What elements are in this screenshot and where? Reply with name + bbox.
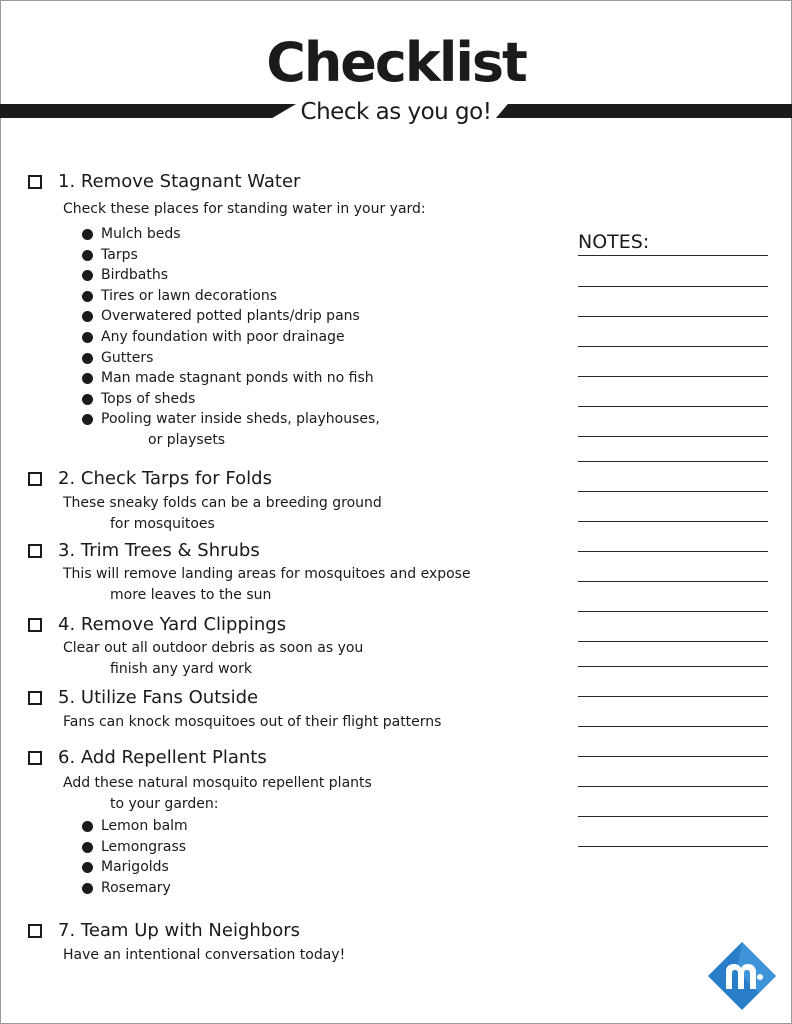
item-description: Check these places for standing water in your yard: bbox=[63, 201, 426, 217]
checkbox[interactable] bbox=[28, 175, 42, 189]
notes-underline bbox=[578, 255, 768, 256]
bullet-icon bbox=[82, 229, 93, 240]
note-line bbox=[578, 461, 768, 462]
bullet-icon bbox=[82, 332, 93, 343]
note-line bbox=[578, 696, 768, 697]
page-title: Checklist bbox=[266, 31, 526, 94]
item-description: Clear out all outdoor debris as soon as you bbox=[63, 640, 364, 656]
checkbox[interactable] bbox=[28, 924, 42, 938]
m-logo-icon bbox=[707, 941, 777, 1011]
item-heading: 1. Remove Stagnant Water bbox=[58, 171, 301, 192]
note-line bbox=[578, 346, 768, 347]
item-description: Fans can knock mosquitoes out of their flight patterns bbox=[63, 714, 442, 730]
note-line bbox=[578, 611, 768, 612]
note-line bbox=[578, 816, 768, 817]
item-description: These sneaky folds can be a breeding ground bbox=[63, 495, 382, 511]
note-line bbox=[578, 581, 768, 582]
item-heading: 4. Remove Yard Clippings bbox=[58, 614, 287, 635]
item-description-cont: for mosquitoes bbox=[110, 516, 215, 532]
checkbox[interactable] bbox=[28, 472, 42, 486]
notes-label: NOTES: bbox=[578, 231, 650, 253]
item-description: Have an intentional conversation today! bbox=[63, 947, 346, 963]
checkbox[interactable] bbox=[28, 691, 42, 705]
page-subtitle: Check as you go! bbox=[300, 99, 492, 125]
note-line bbox=[578, 641, 768, 642]
bullet-icon bbox=[82, 394, 93, 405]
note-line bbox=[578, 316, 768, 317]
bullet-icon bbox=[82, 353, 93, 364]
note-line bbox=[578, 376, 768, 377]
bullet-icon bbox=[82, 842, 93, 853]
note-line bbox=[578, 551, 768, 552]
item-heading: 7. Team Up with Neighbors bbox=[58, 920, 301, 941]
item-description-cont: more leaves to the sun bbox=[110, 587, 272, 603]
item-description-cont: to your garden: bbox=[110, 796, 219, 812]
note-line bbox=[578, 726, 768, 727]
item-heading: 2. Check Tarps for Folds bbox=[58, 468, 272, 489]
item-description: Add these natural mosquito repellent plants bbox=[63, 775, 372, 791]
item-heading: 3. Trim Trees & Shrubs bbox=[58, 540, 260, 561]
note-line bbox=[578, 786, 768, 787]
bullet-icon bbox=[82, 821, 93, 832]
note-line bbox=[578, 666, 768, 667]
bullet-icon bbox=[82, 291, 93, 302]
note-line bbox=[578, 436, 768, 437]
checkbox[interactable] bbox=[28, 544, 42, 558]
item-description: This will remove landing areas for mosquitoes and expose bbox=[63, 566, 471, 582]
bullet-icon bbox=[82, 250, 93, 261]
note-line bbox=[578, 406, 768, 407]
item-description-cont: finish any yard work bbox=[110, 661, 252, 677]
note-line bbox=[578, 491, 768, 492]
note-line bbox=[578, 846, 768, 847]
note-line bbox=[578, 521, 768, 522]
note-line bbox=[578, 286, 768, 287]
list-item-continuation: or playsets bbox=[148, 432, 226, 448]
note-line bbox=[578, 756, 768, 757]
bullet-icon bbox=[82, 883, 93, 894]
checkbox[interactable] bbox=[28, 618, 42, 632]
checkbox[interactable] bbox=[28, 751, 42, 765]
item-heading: 5. Utilize Fans Outside bbox=[58, 687, 259, 708]
item-heading: 6. Add Repellent Plants bbox=[58, 747, 267, 768]
